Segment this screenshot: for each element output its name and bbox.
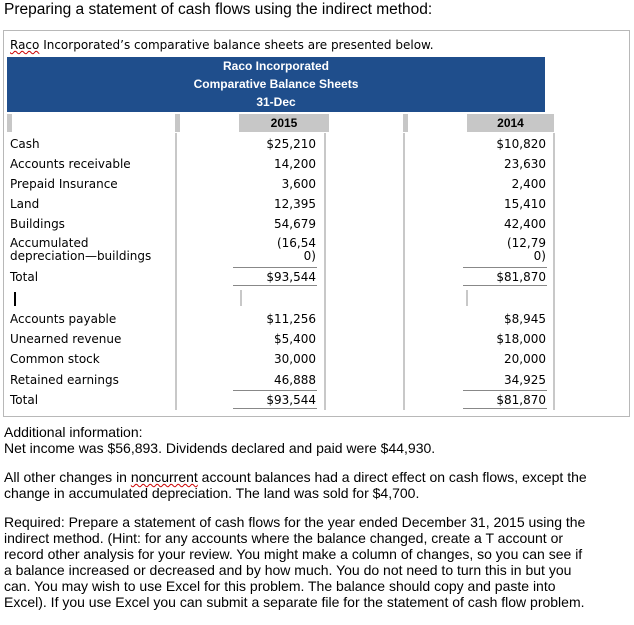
header-blank-cell: [7, 114, 12, 132]
additional-paragraph2: [4, 469, 587, 485]
table-row: [7, 236, 567, 264]
value-2014: 23,630: [504, 157, 546, 171]
row-label: Land: [10, 197, 40, 211]
required-line: Required: Prepare a statement of cash flows for the year ended December 31, 2015 using the: [4, 514, 586, 530]
table-row: [7, 197, 567, 215]
row-label: Total: [10, 270, 39, 284]
row-label: Common stock: [10, 352, 100, 366]
row-label: Total: [10, 393, 39, 407]
grid-line: [466, 290, 468, 306]
row-label: depreciation—buildings: [10, 249, 152, 263]
value-2015: 30,000: [274, 352, 316, 366]
grid-line: [240, 290, 242, 306]
value-2014: $81,870: [496, 393, 546, 407]
required-line: can. You may wish to use Excel for this problem. The balance should copy and paste into: [4, 578, 556, 594]
row-label: Accounts payable: [10, 312, 117, 326]
value-2014: $18,000: [496, 332, 546, 346]
row-label: Cash: [10, 137, 40, 151]
page-heading: Preparing a statement of cash flows using the indirect method:: [4, 1, 433, 18]
value-2015: 12,395: [274, 197, 316, 211]
p2-text-a: All other changes in: [4, 469, 131, 485]
value-2014: (12,79: [506, 236, 546, 250]
table-row: [7, 157, 567, 175]
value-2014: 15,410: [504, 197, 546, 211]
header-blank-cell: [175, 114, 180, 132]
year-2014-header: 2014: [467, 114, 554, 132]
value-2015: $93,544: [266, 270, 316, 284]
intro-rest: Incorporated’s comparative balance sheets are presented below.: [39, 38, 434, 52]
value-2014: 20,000: [504, 352, 546, 366]
total-row: [7, 270, 567, 288]
additional-title: Additional information:: [4, 424, 143, 440]
year-header-row: [7, 114, 554, 132]
value-2015: $25,210: [266, 137, 316, 151]
table-row: [7, 137, 567, 155]
value-2015: 3,600: [281, 177, 316, 191]
value-2015: $5,400: [274, 332, 316, 346]
p2-misspelled-word: noncurrent: [130, 469, 198, 485]
table-row: [7, 177, 567, 195]
row-label: Buildings: [10, 217, 65, 231]
intro-company-word: Raco: [10, 38, 40, 52]
required-line: Excel). If you use Excel you can submit a separate file for the statement of cash flow problem.: [4, 594, 585, 610]
value-2014: 42,400: [504, 217, 546, 231]
value-2014: 0): [533, 249, 546, 263]
value-2015: 54,679: [274, 217, 316, 231]
value-2015: 46,888: [274, 373, 316, 387]
table-row: [7, 312, 567, 330]
row-label: Retained earnings: [10, 373, 119, 387]
additional-line1: Net income was $56,893. Dividends declared and paid were $44,930.: [4, 440, 436, 456]
value-2014: $8,945: [504, 312, 546, 326]
row-label: Unearned revenue: [10, 332, 122, 346]
value-2015: 0): [303, 249, 316, 263]
row-label: Accounts receivable: [10, 157, 131, 171]
required-line: indirect method. (Hint: for any accounts where the balance changed, create a T account or: [4, 530, 564, 546]
year-2015-header: 2015: [239, 114, 329, 132]
required-line: record other analysis for your review. You might make a column of changes, so you can see if: [4, 546, 583, 562]
additional-paragraph2-line2: change in accumulated depreciation. The land was sold for $4,700.: [4, 485, 420, 501]
text-cursor: [14, 292, 16, 306]
row-label: Prepaid Insurance: [10, 177, 118, 191]
value-2015: $11,256: [266, 312, 316, 326]
value-2014: $81,870: [496, 270, 546, 284]
header-blank-cell: [403, 114, 408, 132]
value-2014: $10,820: [496, 137, 546, 151]
statement-title-header: Comparative Balance Sheets: [7, 75, 545, 93]
value-2015: (16,54: [276, 236, 316, 250]
value-2015: $93,544: [266, 393, 316, 407]
value-2014: 2,400: [511, 177, 546, 191]
table-row: [7, 373, 567, 391]
intro-text: [10, 38, 434, 52]
table-row: [7, 332, 567, 350]
required-line: a balance increased or decreased and by how much. You do not need to turn this in but you: [4, 562, 572, 578]
row-label: Accumulated: [10, 236, 89, 250]
value-2015: 14,200: [274, 157, 316, 171]
p2-text-b: account balances had a direct effect on cash flows, except the: [197, 469, 587, 485]
table-row: [7, 352, 567, 370]
table-row: [7, 217, 567, 235]
total-row: [7, 393, 567, 411]
date-header: 31-Dec: [7, 93, 545, 112]
value-2014: 34,925: [504, 373, 546, 387]
company-name-header: Raco Incorporated: [7, 57, 545, 75]
